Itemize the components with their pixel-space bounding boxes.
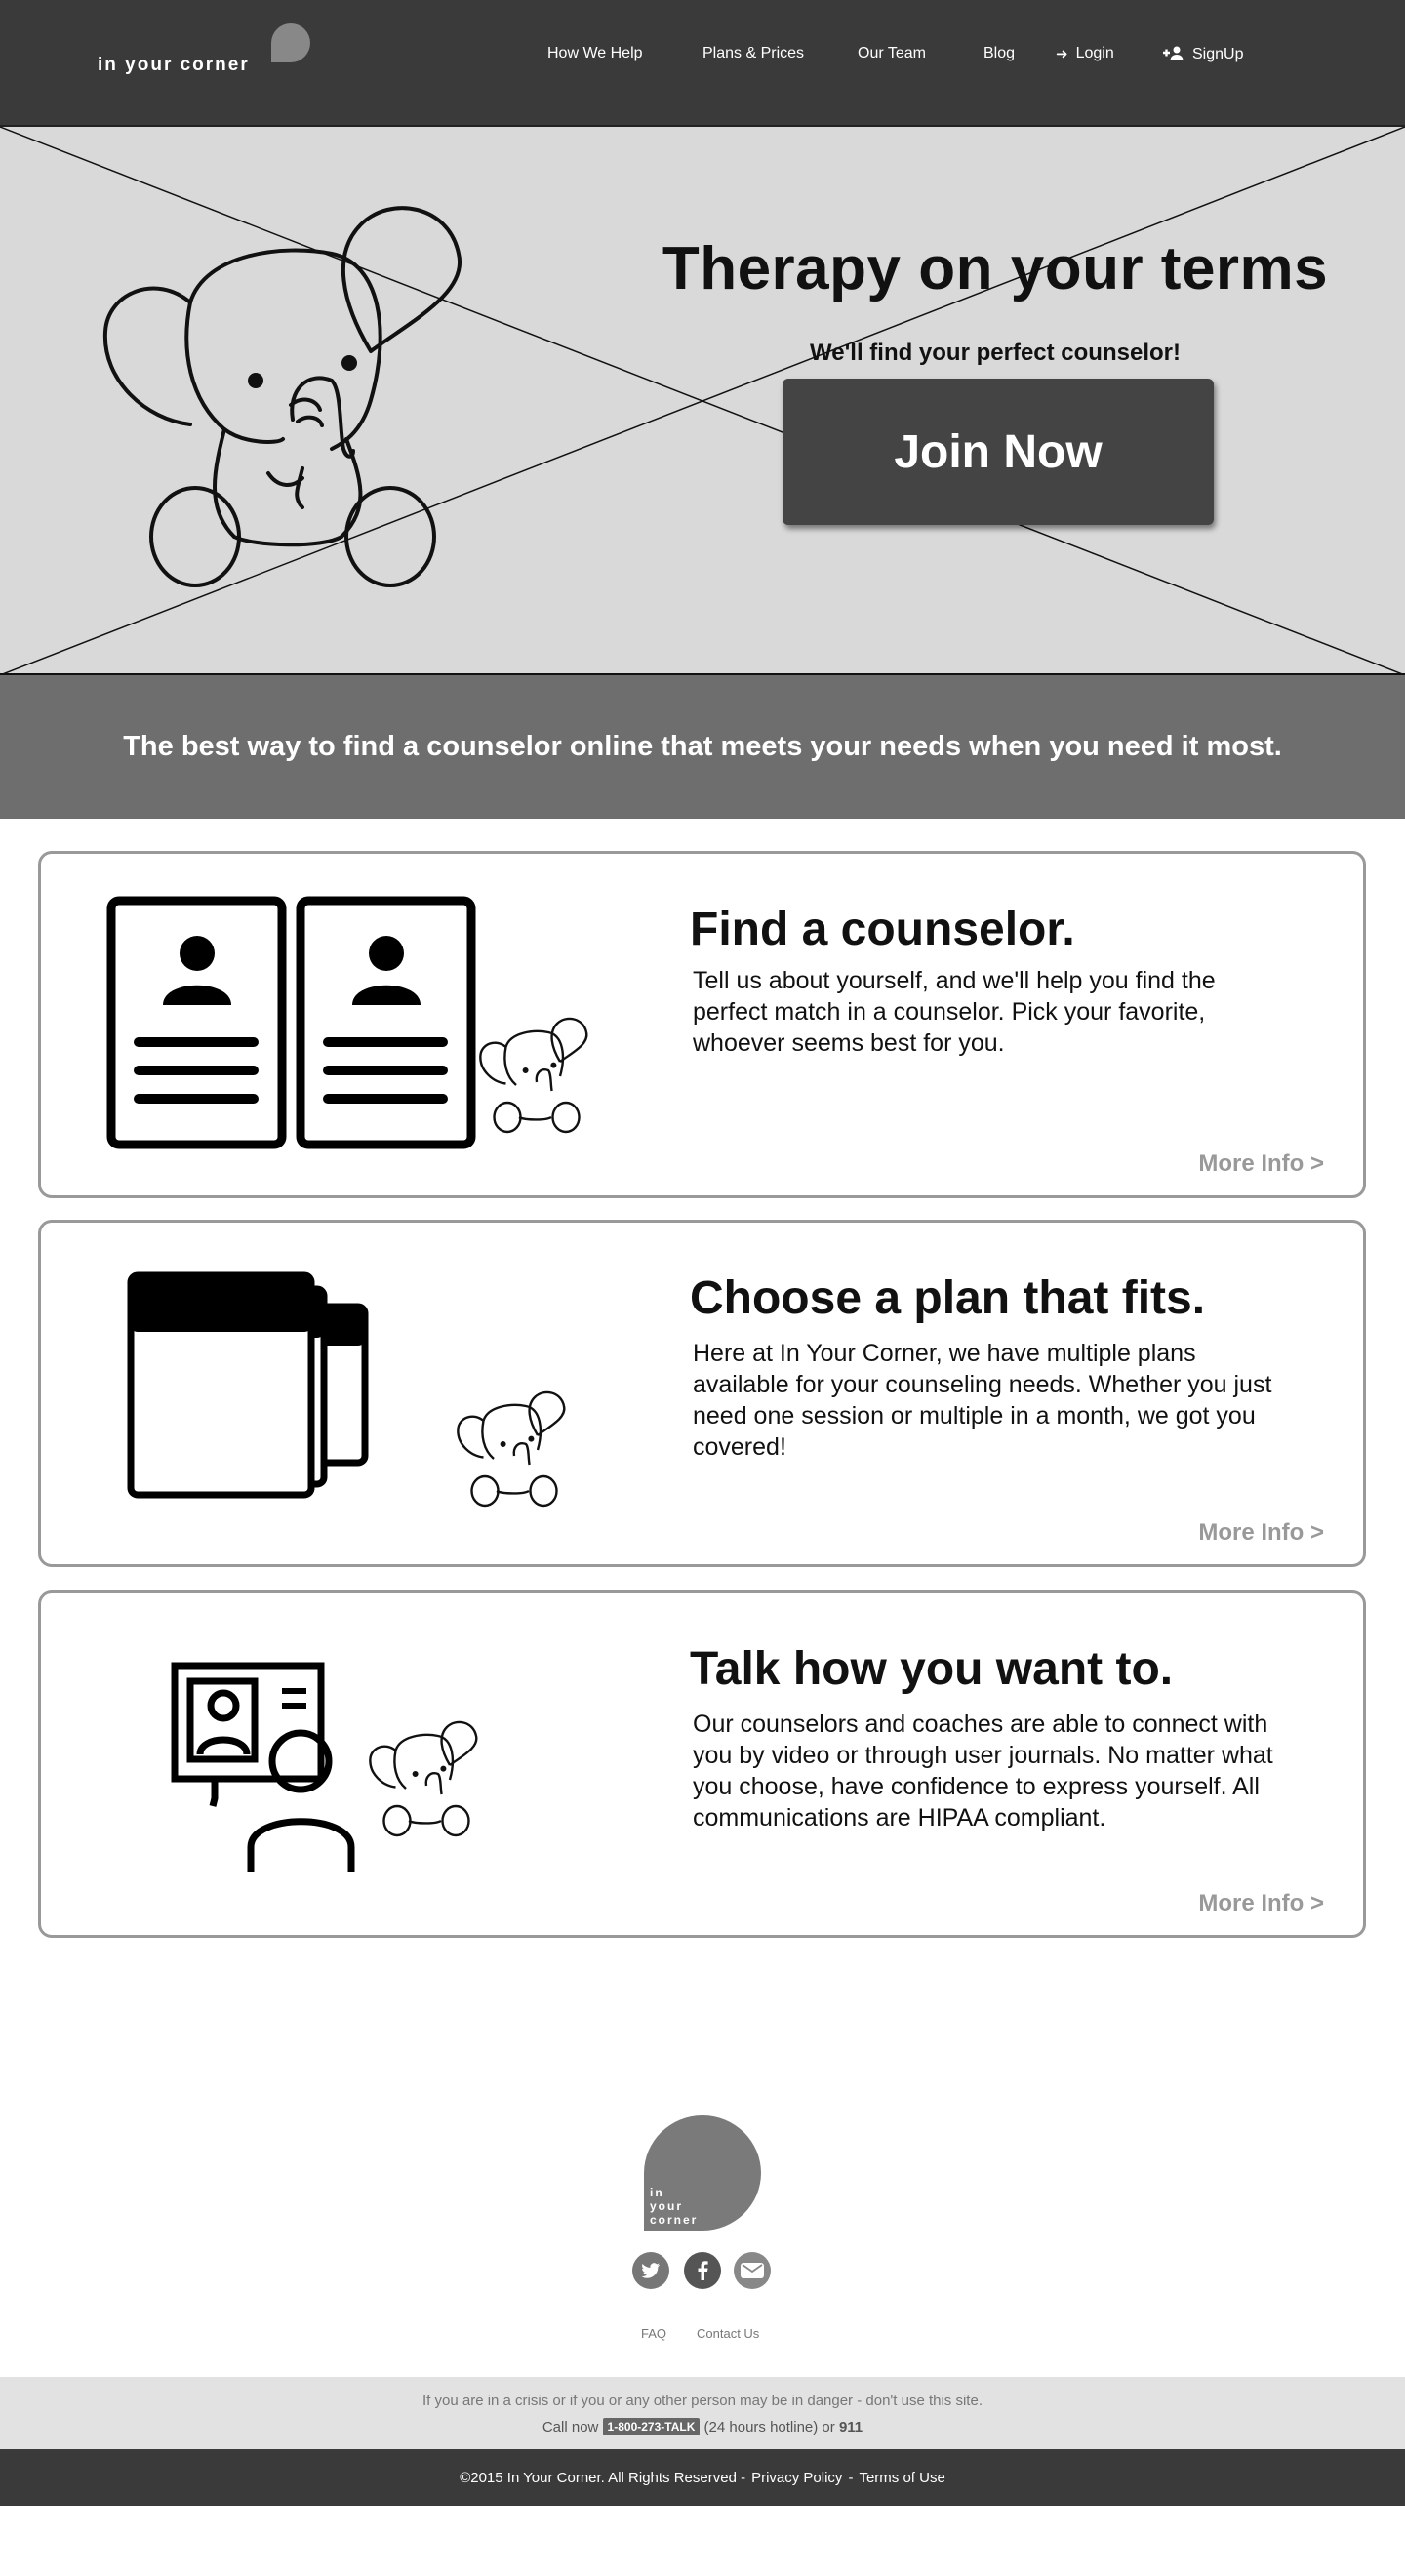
crisis-warning-text: If you are in a crisis or if you or any other person may be in danger - don't use this site.: [422, 2393, 983, 2409]
privacy-policy-link[interactable]: Privacy Policy: [751, 2469, 843, 2486]
feature-card-choose-plan: [38, 1220, 1366, 1567]
feature-card-talk: [38, 1590, 1366, 1938]
card-title: Talk how you want to.: [690, 1643, 1174, 1695]
feature-card-find-counselor: [38, 851, 1366, 1198]
card-title: Choose a plan that fits.: [690, 1272, 1206, 1324]
logo-line: corner: [650, 2213, 699, 2227]
email-icon[interactable]: [734, 2252, 771, 2289]
tagline-text: The best way to find a counselor online that meets your needs when you need it most.: [123, 731, 1282, 762]
join-now-button[interactable]: Join Now: [783, 379, 1214, 525]
logo-line: your: [650, 2199, 684, 2213]
call-prefix: Call now: [542, 2419, 599, 2435]
separator: -: [848, 2469, 854, 2486]
crisis-notice: [0, 2377, 1405, 2449]
nav-plans-prices[interactable]: [702, 45, 804, 62]
elephant-illustration-icon: [98, 195, 468, 605]
nav-label: Plans & Prices: [702, 45, 805, 61]
logo-text: in your corner: [98, 55, 250, 75]
hero-title: Therapy on your terms: [662, 235, 1329, 302]
faq-link[interactable]: FAQ: [641, 2326, 667, 2341]
card-body: Here at In Your Corner, we have multiple plans available for your counseling needs. Whether you just need one session or multiple in a month, we got you covered!: [693, 1340, 1272, 1461]
video-call-icon: [41, 1593, 626, 1935]
tagline-banner: [0, 675, 1405, 819]
contact-us-link[interactable]: Contact Us: [697, 2326, 760, 2341]
terms-of-use-link[interactable]: Terms of Use: [859, 2469, 945, 2486]
nav-how-we-help[interactable]: [547, 45, 643, 62]
nav-label: Our Team: [858, 45, 926, 61]
nav-signup[interactable]: [1161, 45, 1243, 64]
counselor-profiles-icon: [41, 854, 626, 1195]
nav-blog[interactable]: [984, 45, 1015, 62]
hero-banner: [0, 127, 1405, 675]
nav-login[interactable]: [1056, 45, 1114, 62]
copyright-text: ©2015 In Your Corner. All Rights Reserved -: [460, 2469, 746, 2486]
plan-cards-icon: [41, 1223, 626, 1564]
emergency-number: 911: [838, 2419, 863, 2435]
card-body: Tell us about yourself, and we'll help you find the perfect match in a counselor. Pick your favorite, whoever seems best for you.: [693, 967, 1216, 1057]
twitter-icon[interactable]: [632, 2252, 669, 2289]
site-logo[interactable]: [98, 23, 332, 82]
hero-subtitle: We'll find your perfect counselor!: [810, 340, 1181, 366]
more-info-link[interactable]: More Info >: [1198, 1519, 1324, 1546]
mini-elephant-icon: [480, 1019, 586, 1132]
nav-label: Login: [1075, 45, 1114, 61]
crisis-call-line: [0, 2418, 1405, 2435]
nav-label: Blog: [984, 45, 1016, 61]
nav-our-team[interactable]: [858, 45, 926, 62]
footer-logo[interactable]: [644, 2115, 761, 2233]
card-body: Our counselors and coaches are able to connect with you by video or through user journals. No matter what you choose, have confidence to express yourself. All communications are HIPAA compliant.: [693, 1711, 1273, 1831]
copyright-bar: [0, 2449, 1405, 2506]
call-middle: (24 hours hotline) or: [703, 2419, 835, 2435]
nav-label: How We Help: [547, 45, 643, 61]
mini-elephant-icon: [370, 1722, 476, 1835]
more-info-link[interactable]: More Info >: [1198, 1890, 1324, 1916]
footer-logo-text: [650, 2186, 698, 2227]
mini-elephant-icon: [458, 1392, 564, 1506]
hotline-badge[interactable]: 1-800-273-TALK: [603, 2418, 701, 2435]
facebook-icon[interactable]: [684, 2252, 721, 2289]
nav-label: SignUp: [1192, 46, 1244, 62]
sign-in-icon: ➜: [1056, 46, 1068, 62]
user-plus-icon: [1161, 45, 1184, 64]
more-info-link[interactable]: More Info >: [1198, 1150, 1324, 1177]
logo-line: in: [650, 2186, 664, 2199]
top-navbar: [0, 0, 1405, 127]
card-title: Find a counselor.: [690, 904, 1075, 955]
logo-bubble-icon: [271, 23, 310, 62]
